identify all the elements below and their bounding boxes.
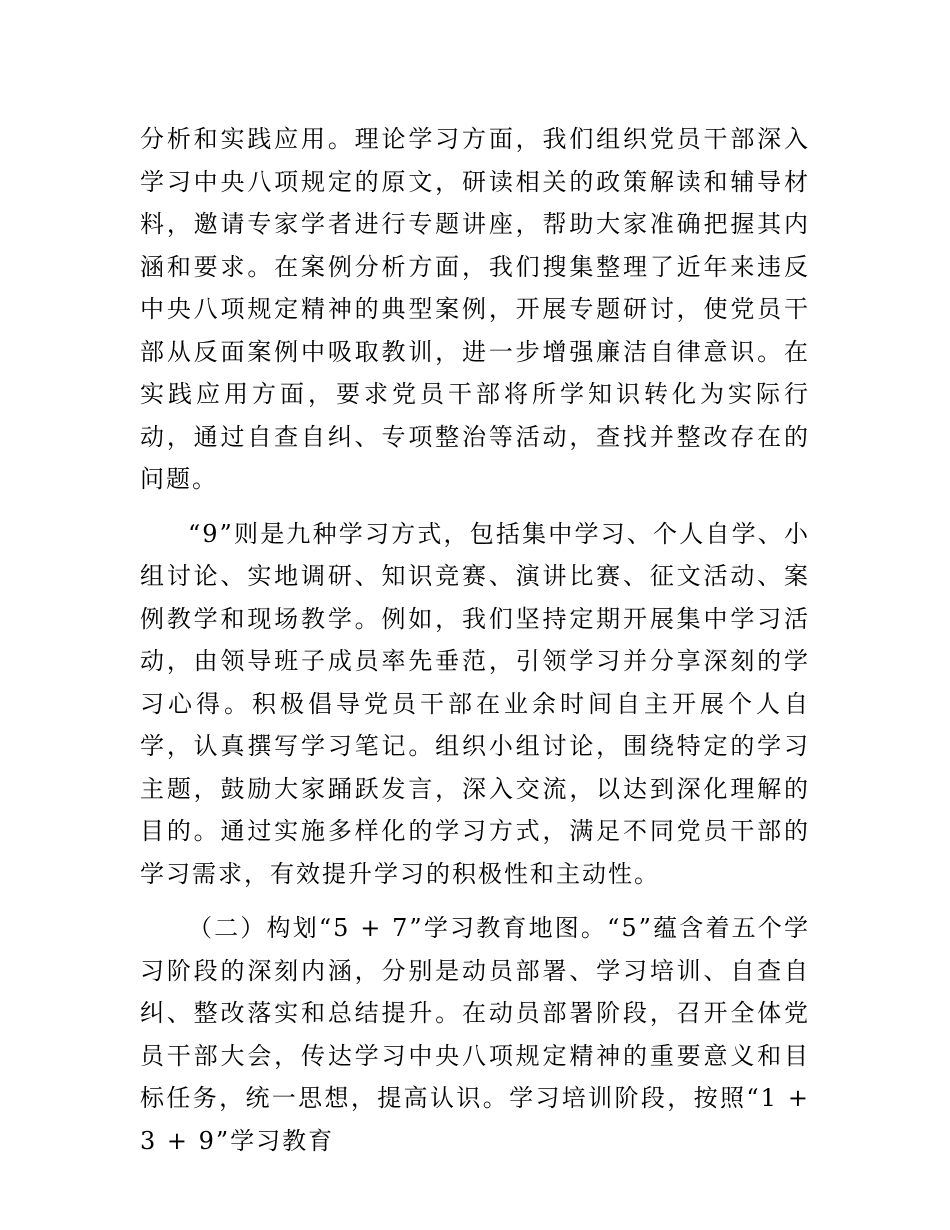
paragraph-nine-learning-methods: “9”则是九种学习方式，包括集中学习、个人自学、小组讨论、实地调研、知识竞赛、演讲比赛、征文活动、案例教学和现场教学。例如，我们坚持定期开展集中学习活动，由领导班子成员率先垂范，引领学习并分享深刻的学习心得。积极倡导党员干部在业余时间自主开展个人自学，认真撰写学习笔记。组织小组讨论，围绕特定的学习主题，鼓励大家踊跃发言，深入交流，以达到深化理解的目的。通过实施多样化的学习方式，满足不同党员干部的学习需求，有效提升学习的积极性和主动性。 [140, 519, 810, 888]
paragraph-learning-map: （二）构划“5 + 7”学习教育地图。“5”蕴含着五个学习阶段的深刻内涵，分别是动员部署、学习培训、自查自纠、整改落实和总结提升。在动员部署阶段，召开全体党员干部大会，传达学习中央八项规定精神的重要意义和目标任务，统一思想，提高认识。学习培训阶段，按照“1 + 3 + 9”学习教育 [140, 914, 810, 1155]
document-body [140, 118, 810, 1174]
paragraph-theory-case-practice: 分析和实践应用。理论学习方面，我们组织党员干部深入学习中央八项规定的原文，研读相关的政策解读和辅导材料，邀请专家学者进行专题讲座，帮助大家准确把握其内涵和要求。在案例分析方面，我们搜集整理了近年来违反中央八项规定精神的典型案例，开展专题研讨，使党员干部从反面案例中吸取教训，进一步增强廉洁自律意识。在实践应用方面，要求党员干部将所学知识转化为实际行动，通过自查自纠、专项整治等活动，查找并整改存在的问题。 [140, 125, 810, 493]
